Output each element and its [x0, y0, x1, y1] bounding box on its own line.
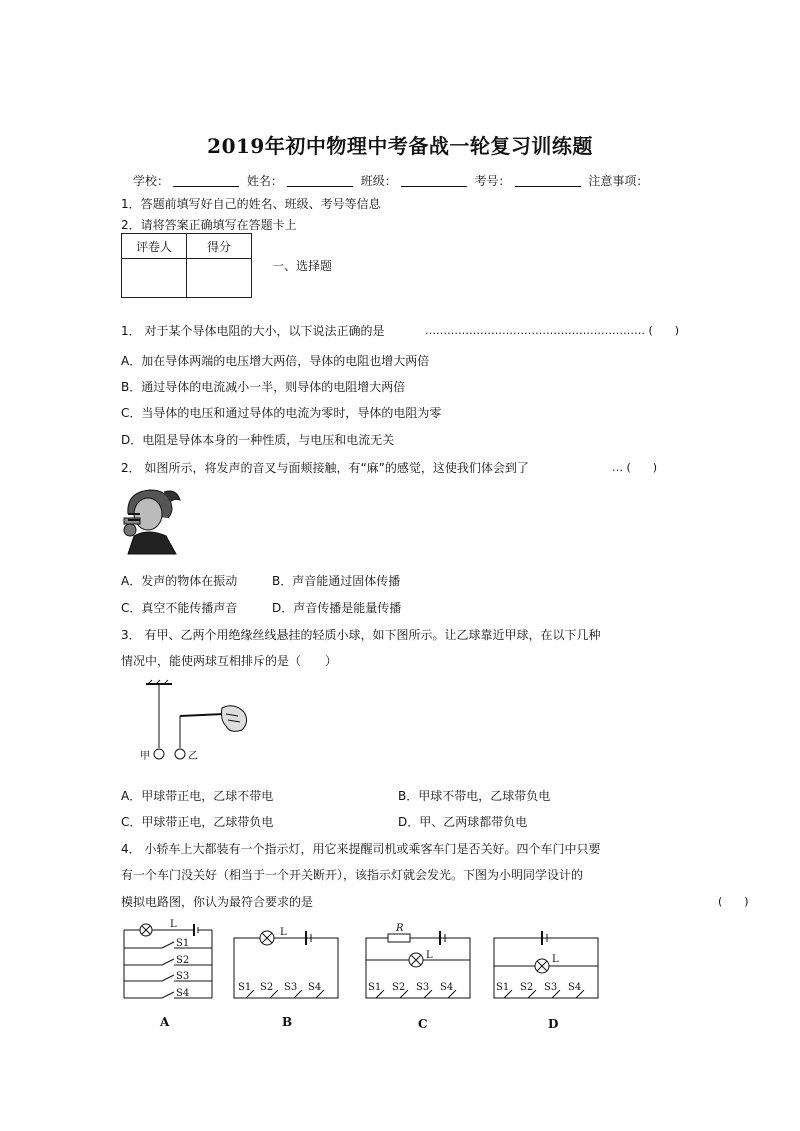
- circuit-b-s3: S3: [284, 982, 298, 993]
- exam-no-blank: [515, 174, 581, 187]
- circuit-d-s3: S3: [544, 982, 558, 993]
- circuit-c-resistor-label: R: [396, 923, 404, 934]
- q1-stem: 1． 对于某个导体电阻的大小，以下说法正确的是: [121, 324, 385, 338]
- q4-bracket: ( ): [718, 895, 749, 908]
- circuit-a: [124, 924, 212, 998]
- q1-option-d: D．电阻是导体本身的一种性质，与电压和电流无关: [121, 433, 395, 447]
- circuit-b-lamp-label: L: [280, 927, 287, 938]
- q1-option-b: B．通过导体的电流减小一半，则导体的电阻增大两倍: [121, 380, 406, 394]
- circuit-d-lamp-label: L: [552, 954, 559, 965]
- tuning-fork-face-illustration: [118, 484, 186, 556]
- circuit-b-s2: S2: [260, 982, 274, 993]
- class-label: 班级：: [360, 174, 397, 188]
- q1-option-c: C．当导体的电压和通过导体的电流为零时，导体的电阻为零: [121, 406, 442, 420]
- q4-stem-line-3: 模拟电路图，你认为最符合要求的是: [121, 895, 314, 909]
- circuit-d-s1: S1: [496, 982, 510, 993]
- score-header: 得分: [187, 234, 252, 259]
- name-blank: [287, 174, 353, 187]
- circuit-a-s2: S2: [176, 955, 190, 966]
- section-heading: 一、选择题: [272, 259, 333, 273]
- circuit-a-s3: S3: [176, 971, 190, 982]
- school-blank: [173, 174, 239, 187]
- circuit-c-s4: S4: [440, 982, 454, 993]
- q2-option-a: A．发声的物体在振动: [121, 574, 238, 588]
- class-blank: [401, 174, 467, 187]
- q2-option-c: C．真空不能传播声音: [121, 601, 238, 615]
- q2-stem: 2． 如图所示，将发声的音叉与面颊接触，有“麻”的感觉，这使我们体会到了: [121, 461, 529, 475]
- circuit-a-s1: S1: [176, 938, 190, 949]
- circuit-d-s4: S4: [568, 982, 582, 993]
- q2-option-b: B．声音能通过固体传播: [272, 574, 401, 588]
- charged-balls-illustration: [118, 676, 258, 770]
- notice-label: 注意事项：: [588, 174, 649, 188]
- circuit-c-s1: S1: [368, 982, 382, 993]
- q4-stem-line-2: 有一个车门没关好（相当于一个开关断开），该指示灯就会发光。下图为小明同学设计的: [121, 868, 584, 882]
- q2-dots: … ( ): [612, 461, 658, 474]
- circuit-c-label: C: [418, 1017, 428, 1031]
- score-cell: [187, 259, 252, 298]
- note-2: 2．请将答案正确填写在答题卡上: [121, 218, 297, 232]
- circuit-b-s1: S1: [238, 982, 252, 993]
- q3-stem-line-2: 情况中，能使两球互相排斥的是（ ）: [121, 654, 338, 668]
- q3-option-b: B．甲球不带电，乙球带负电: [398, 789, 551, 803]
- circuit-a-lamp-label: L: [170, 919, 177, 930]
- grader-cell: [122, 259, 187, 298]
- score-table: [121, 233, 252, 298]
- q3-option-c: C．甲球带正电，乙球带负电: [121, 815, 274, 829]
- q3-option-d: D．甲、乙两球都带负电: [398, 815, 528, 829]
- page-title: 2019年初中物理中考备战一轮复习训练题: [207, 134, 593, 158]
- exam-no-label: 考号：: [474, 174, 511, 188]
- note-1: 1．答题前填写好自己的姓名、班级、考号等信息: [121, 197, 381, 211]
- circuit-a-s4: S4: [176, 988, 190, 999]
- ball-yi-label: 乙: [188, 751, 198, 762]
- circuit-diagrams: [110, 918, 610, 1040]
- q3-option-a: A．甲球带正电，乙球不带电: [121, 789, 274, 803]
- circuit-c-s3: S3: [416, 982, 430, 993]
- grader-header: 评卷人: [122, 234, 187, 259]
- circuit-b-label: B: [282, 1015, 293, 1029]
- circuit-d-label: D: [548, 1017, 559, 1031]
- circuit-b-s4: S4: [308, 982, 322, 993]
- q3-stem-line-1: 3． 有甲、乙两个用绝缘丝线悬挂的轻质小球，如下图所示。让乙球靠近甲球，在以下几种: [121, 628, 601, 642]
- q2-option-d: D．声音传播是能量传播: [272, 601, 402, 615]
- circuit-a-label: A: [160, 1015, 170, 1029]
- student-info-line: [133, 172, 648, 189]
- name-label: 姓名：: [246, 174, 283, 188]
- circuit-c-lamp-label: L: [426, 950, 433, 961]
- school-label: 学校：: [133, 174, 170, 188]
- circuit-d-s2: S2: [520, 982, 534, 993]
- q4-stem-line-1: 4． 小轿车上大都装有一个指示灯，用它来提醒司机或乘客车门是否关好。四个车门中只要: [121, 842, 601, 856]
- q1-option-a: A．加在导体两端的电压增大两倍，导体的电阻也增大两倍: [121, 354, 430, 368]
- circuit-c-s2: S2: [392, 982, 406, 993]
- q1-dots: …………………………………………………… ( ): [425, 324, 680, 337]
- ball-jia-label: 甲: [140, 751, 150, 762]
